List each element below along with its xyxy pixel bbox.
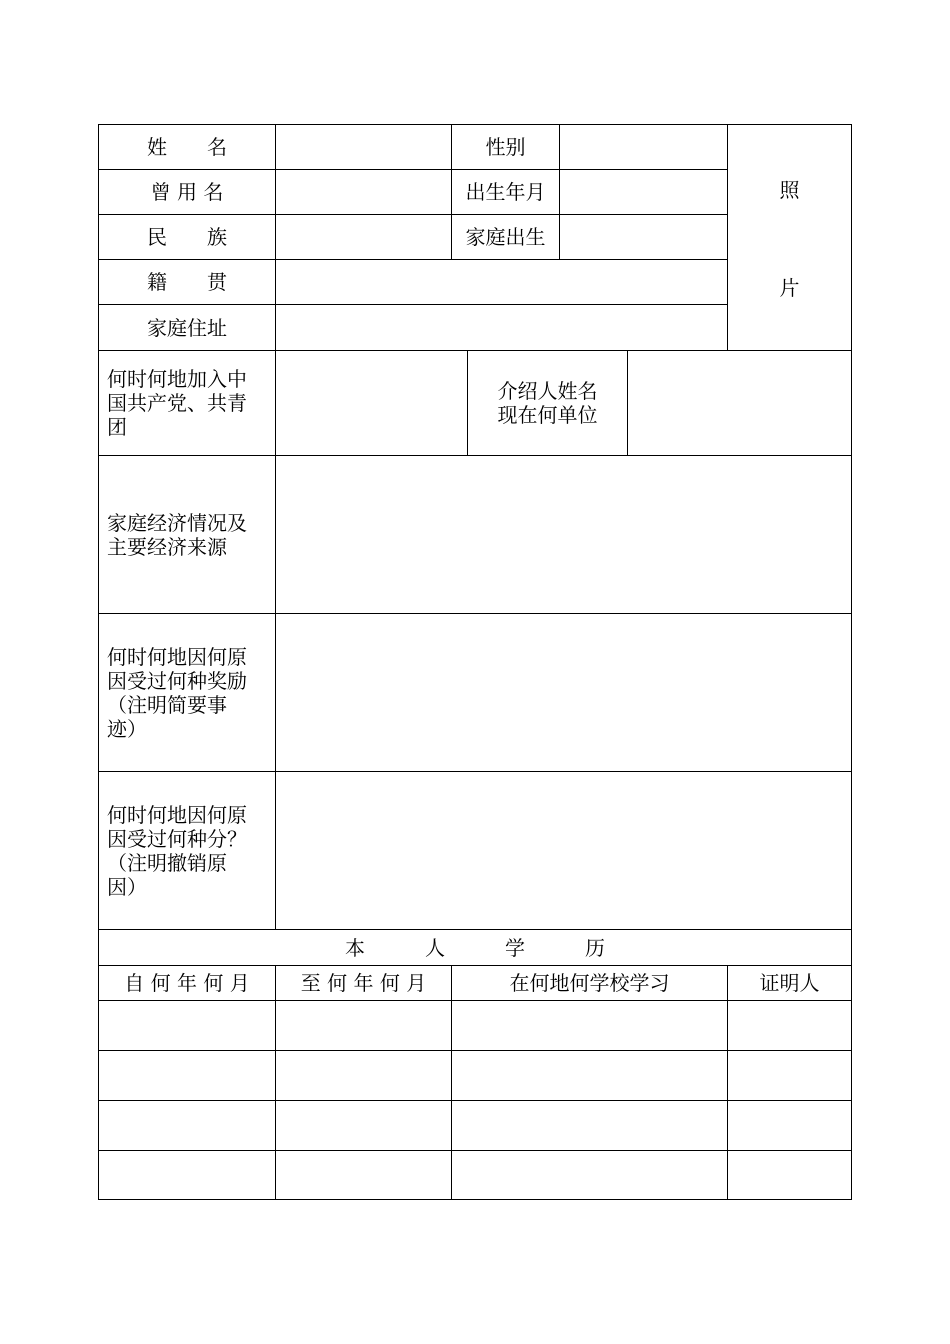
ethnicity-field[interactable] [276, 215, 451, 259]
photo-label-bottom: 片 [779, 276, 800, 300]
table-border-bottom [98, 1199, 852, 1200]
introducer-field[interactable] [628, 351, 851, 455]
former-name-label: 曾 用 名 [150, 180, 224, 204]
gender-field[interactable] [560, 125, 727, 169]
education-row-3-witness[interactable] [728, 1101, 851, 1150]
name-field[interactable] [276, 125, 451, 169]
punishments-field[interactable] [276, 772, 851, 929]
education-row-4-school[interactable] [452, 1151, 727, 1199]
punishments-label: 何时何地因何原 因受过何种分？ （注明撤销原 因） [107, 802, 247, 899]
punishments-label-cell [99, 772, 275, 929]
education-col-school: 在何地何学校学习 [509, 971, 670, 995]
native-place-field[interactable] [276, 260, 727, 304]
education-col-from: 自 何 年 何 月 [124, 971, 250, 995]
family-origin-field[interactable] [560, 215, 727, 259]
address-label: 家庭住址 [147, 315, 227, 340]
education-row-4-to[interactable] [276, 1151, 451, 1199]
education-row-2-to[interactable] [276, 1051, 451, 1100]
family-origin-label: 家庭出生 [465, 225, 546, 249]
education-row-1-from[interactable] [99, 1001, 275, 1050]
education-row-3-from[interactable] [99, 1101, 275, 1150]
education-row-2-school[interactable] [452, 1051, 727, 1100]
education-row-4-from[interactable] [99, 1151, 275, 1199]
party-join-field[interactable] [276, 351, 467, 455]
education-row-4-witness[interactable] [728, 1151, 851, 1199]
name-label: 姓 名 [147, 135, 227, 159]
economy-label: 家庭经济情况及 主要经济来源 [107, 510, 247, 559]
party-join-label: 何时何地加入中 国共产党、共青 团 [107, 367, 247, 439]
introducer-label: 介绍人姓名 现在何单位 [497, 379, 598, 427]
photo-label-top: 照 [779, 178, 800, 202]
education-col-witness: 证明人 [759, 971, 820, 995]
economy-field[interactable] [276, 456, 851, 613]
education-row-3-to[interactable] [276, 1101, 451, 1150]
awards-field[interactable] [276, 614, 851, 771]
awards-label-cell [99, 614, 275, 771]
party-join-label-cell [99, 351, 275, 455]
awards-label: 何时何地因何原 因受过何种奖励 （注明简要事 迹） [107, 644, 247, 741]
education-row-2-witness[interactable] [728, 1051, 851, 1100]
education-section-title: 本 人 学 历 [345, 935, 605, 960]
table-border-right [851, 124, 852, 1200]
education-row-3-school[interactable] [452, 1101, 727, 1150]
birth-field[interactable] [560, 170, 727, 214]
address-field[interactable] [276, 305, 727, 350]
education-col-to: 至 何 年 何 月 [300, 971, 427, 995]
former-name-field[interactable] [276, 170, 451, 214]
birth-label: 出生年月 [465, 180, 546, 204]
education-row-2-from[interactable] [99, 1051, 275, 1100]
education-row-1-witness[interactable] [728, 1001, 851, 1050]
native-place-label: 籍 贯 [147, 270, 227, 294]
education-row-1-school[interactable] [452, 1001, 727, 1050]
column-divider [727, 124, 728, 351]
economy-label-cell [99, 456, 275, 613]
gender-label: 性别 [485, 135, 526, 159]
education-row-1-to[interactable] [276, 1001, 451, 1050]
ethnicity-label: 民 族 [147, 225, 227, 249]
